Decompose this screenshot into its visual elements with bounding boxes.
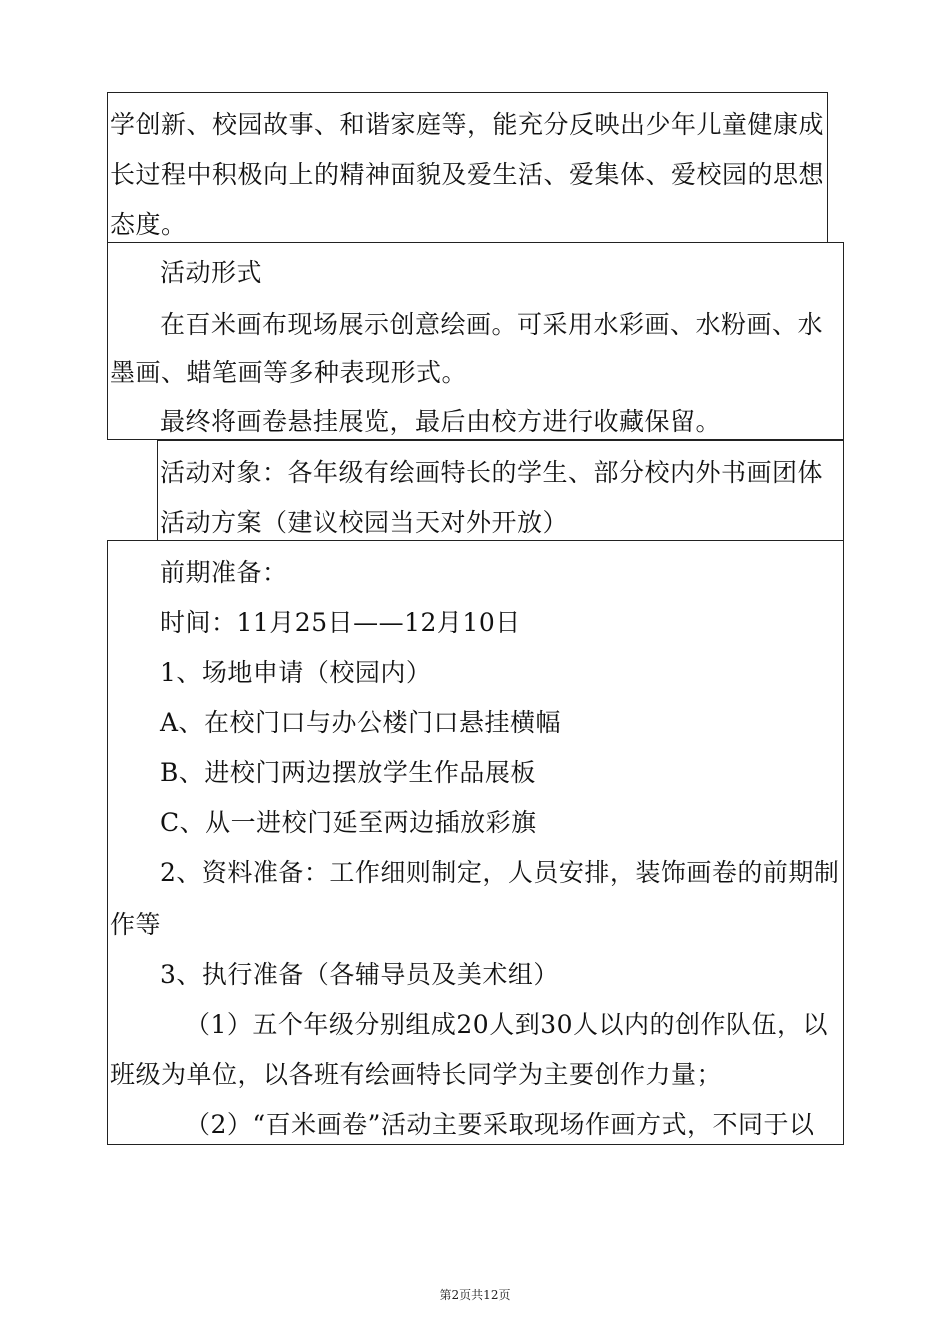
prep-time: 时间：11月25日——12月10日 — [160, 608, 521, 637]
activity-form-line-1: 在百米画布现场展示创意绘画。可采用水彩画、水粉画、水 — [160, 310, 824, 339]
prep-item-a: A、在校门口与办公楼门口悬挂横幅 — [160, 708, 562, 737]
prep-heading: 前期准备： — [160, 558, 288, 587]
prep-item-2-cont: 作等 — [110, 910, 162, 939]
intro-line-3: 态度。 — [110, 210, 187, 239]
intro-line-2: 长过程中积极向上的精神面貌及爱生活、爱集体、爱校园的思想 — [110, 160, 825, 189]
prep-item-2: 2、资料准备：工作细则制定，人员安排，装饰画卷的前期制 — [160, 858, 840, 887]
activity-form-line-3: 最终将画卷悬挂展览，最后由校方进行收藏保留。 — [160, 407, 722, 436]
prep-item-3: 3、执行准备（各辅导员及美术组） — [160, 960, 559, 989]
activity-target-line-2: 活动方案（建议校园当天对外开放） — [160, 508, 569, 537]
prep-item-c: C、从一进校门延至两边插放彩旗 — [160, 808, 537, 837]
prep-sub-2: （2）“百米画卷”活动主要采取现场作画方式，不同于以 — [185, 1110, 815, 1139]
prep-sub-1-cont: 班级为单位，以各班有绘画特长同学为主要创作力量； — [110, 1060, 723, 1089]
prep-item-b: B、进校门两边摆放学生作品展板 — [160, 758, 536, 787]
activity-form-heading: 活动形式 — [160, 258, 263, 287]
page-number: 第2页共12页 — [439, 1288, 511, 1302]
prep-item-1: 1、场地申请（校园内） — [160, 658, 432, 687]
intro-line-1: 学创新、校园故事、和谐家庭等，能充分反映出少年儿童健康成 — [110, 110, 825, 139]
activity-target-line-1: 活动对象：各年级有绘画特长的学生、部分校内外书画团体 — [160, 458, 824, 487]
prep-sub-1: （1）五个年级分别组成20人到30人以内的创作队伍，以 — [185, 1010, 829, 1039]
activity-form-line-2: 墨画、蜡笔画等多种表现形式。 — [110, 358, 468, 387]
